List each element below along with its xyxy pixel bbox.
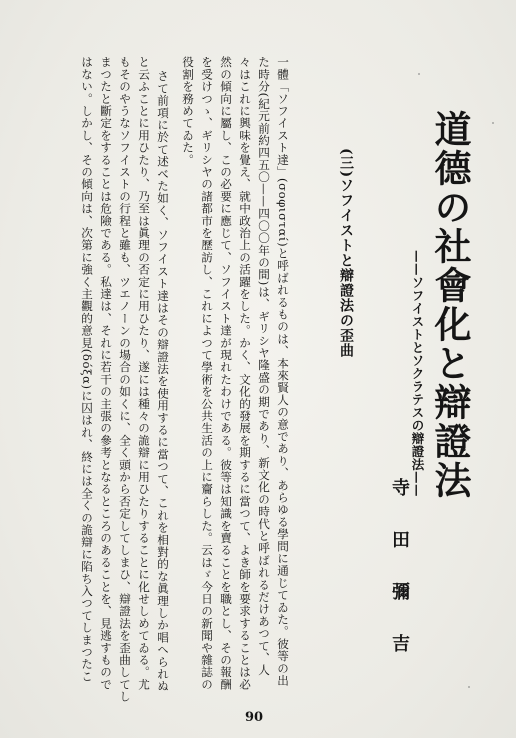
paper-speck (492, 122, 494, 124)
paragraph-1-line: 一體「ソフイスト達」(σοφισταί)と呼ばれるものは、本來賢人の意であり、あらゆる學問に通じてゐた。彼等の出 (276, 56, 290, 687)
body-text (77, 56, 292, 703)
paragraph-1-line: を受けつゝ、ギリシヤの諸都市を歷訪し、これによつて學術を公共生活の上に齎らした。云はゞ今日の新聞や雜誌の (200, 56, 214, 691)
paragraph-2-line: まつたと斷定をすることは危險である。私達は、それに若干の主張の參考となるところのあることを、見逃すもので (99, 56, 113, 691)
author-name: 寺田彌吉 (389, 478, 410, 686)
paragraph-2-line: もそのやうなソフイストの行程と雖も、ツエノーンの場合の如くに、全く頭から否定してしまひ、辯證法を歪曲してし (118, 56, 132, 703)
paper-speck (468, 686, 470, 688)
paragraph-2-line: と云ふことに用ひたり、乃至は眞理の否定に用ひたり、遂には種々の詭辯に用ひたりすることに化せしめてゐる。尤 (137, 56, 151, 691)
paragraph-1-line: 々はこれに興味を覺え、就中政治上の活躍をした。かく、文化的發展を期するに當つて、よき師を要求することは必 (238, 56, 252, 691)
paragraph-1-line: 役割を務めてゐた。 (181, 56, 195, 166)
paragraph-1-line: た時分(紀元前約四五〇——四〇〇年の間)は、ギリシヤ隆盛の期であり、新文化の時代と呼ばれるだけあつて、人 (257, 56, 271, 677)
article-title: 道德の社會化と辯證法 (428, 110, 472, 500)
page-number: 90 (245, 710, 264, 725)
paper-speck (418, 73, 420, 75)
paragraph-2-line: はない。しかし、その傾向は、次第に強く主觀的意見(δόξα)に囚はれ、終には全くの詭辯に陷ち入つてしまつたこ (80, 56, 94, 683)
paragraph-1-line: 然の傾向に屬し、この必要に應じて、ソフイスト達が現れたわけである。彼等は知識を賣ることを職とし、その報酬 (219, 56, 233, 691)
section-heading: (三)ソフイストと辯證法の歪曲 (338, 148, 354, 359)
article-subtitle: ——ソフイストとソクラテスの辯證法—— (410, 250, 425, 497)
paragraph-2-line: さて前項に於て述べた如く、ソフイスト達はその辯證法を使用するに當つて、これを相對的な眞理しか唱へられぬ (156, 70, 170, 693)
